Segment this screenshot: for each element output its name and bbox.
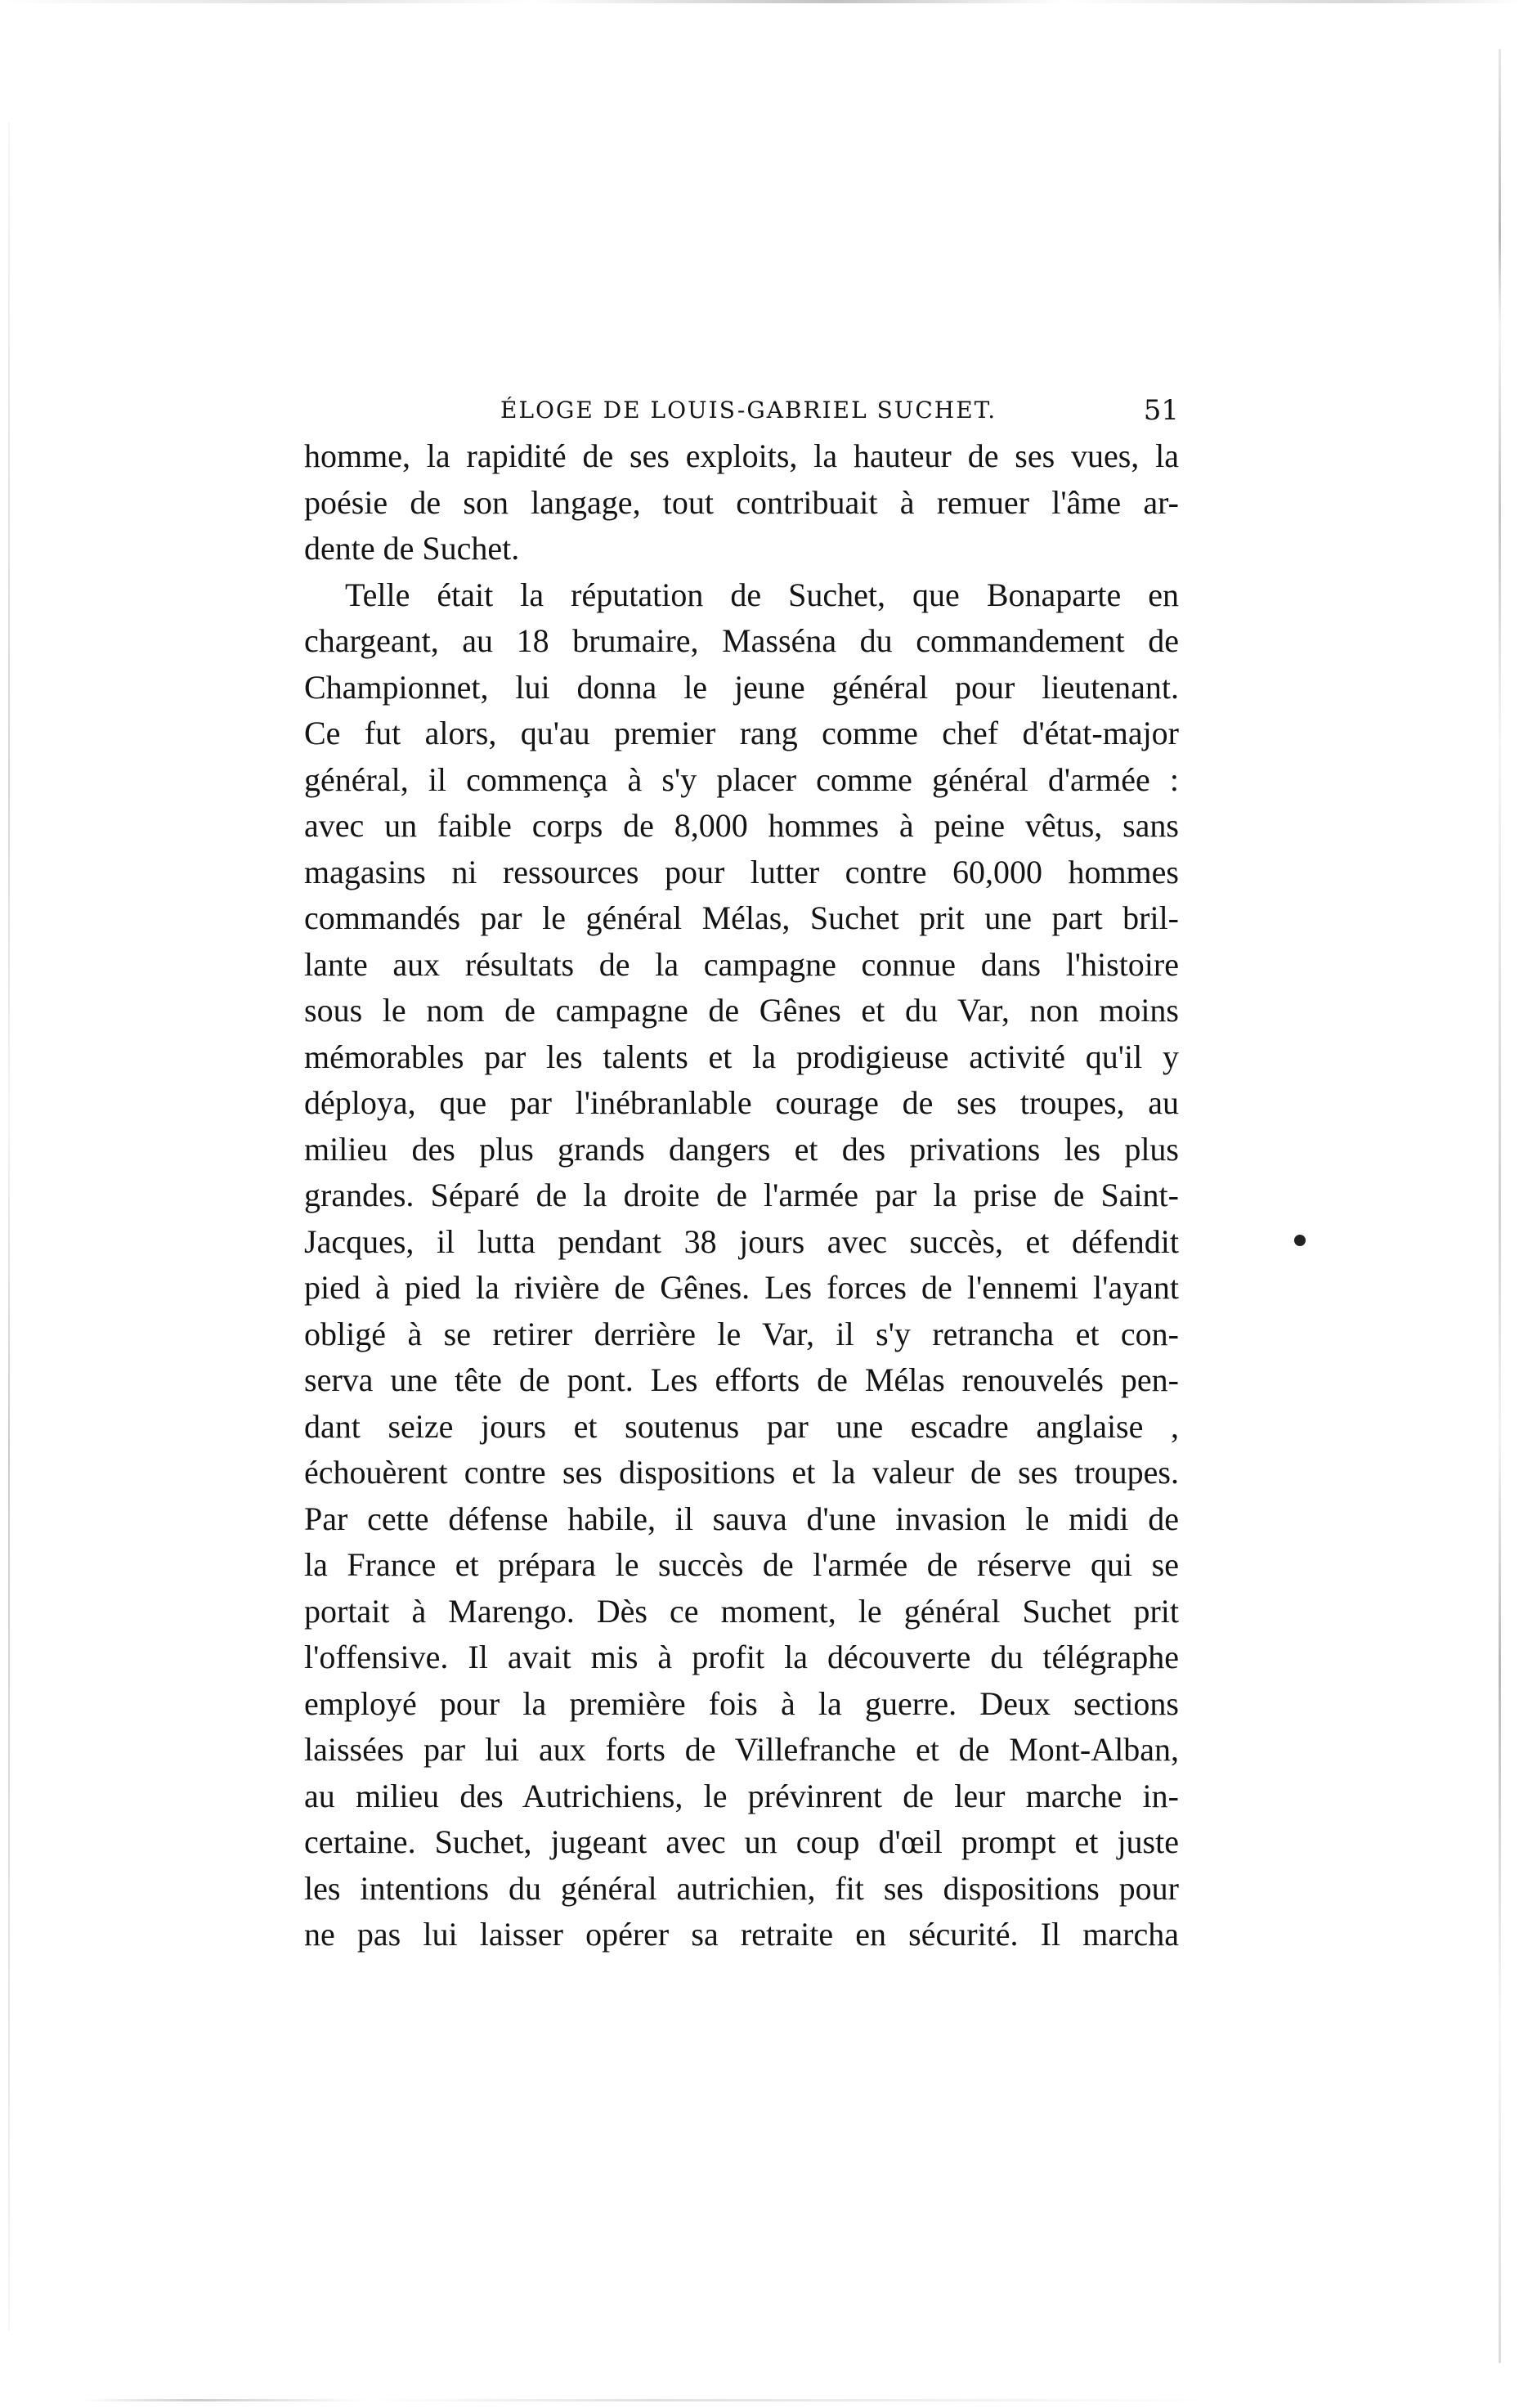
scan-edge-bottom — [82, 2399, 1226, 2401]
text-line: au milieu des Autrichiens, le prévinrent de leur marche in- — [304, 1777, 1179, 1814]
running-title: ÉLOGE DE LOUIS-GABRIEL SUCHET. — [500, 397, 997, 424]
text-line: général, il commença à s'y placer comme général d'armée : — [304, 760, 1179, 798]
scan-edge-top — [0, 0, 1519, 3]
text-line: les intentions du général autrichien, fit ses dispositions pour — [304, 1869, 1179, 1907]
text-line: Championnet, lui donna le jeune général pour lieutenant. — [304, 668, 1179, 706]
scan-edge-right — [1499, 49, 1501, 2363]
text-line: dente de Suchet. — [304, 530, 520, 567]
text-line: pied à pied la rivière de Gênes. Les forces de l'ennemi l'ayant — [304, 1269, 1179, 1306]
text-line: échouèrent contre ses dispositions et la valeur de ses troupes. — [304, 1454, 1179, 1491]
text-line: magasins ni ressources pour lutter contre 60,000 hommes — [304, 853, 1179, 890]
text-line: laissées par lui aux forts de Villefranche et de Mont-Alban, — [304, 1731, 1179, 1768]
text-line: dant seize jours et soutenus par une escadre anglaise , — [304, 1407, 1179, 1445]
text-line: ne pas lui laisser opérer sa retraite en sécurité. Il marcha — [304, 1916, 1179, 1953]
text-line: Telle était la réputation de Suchet, que Bonaparte en — [345, 576, 1179, 613]
text-line: déploya, que par l'inébranlable courage de ses troupes, au — [304, 1084, 1179, 1121]
text-line: Par cette défense habile, il sauva d'une invasion le midi de — [304, 1500, 1179, 1537]
text-line: grandes. Séparé de la droite de l'armée par la prise de Saint- — [304, 1177, 1179, 1213]
text-line: sous le nom de campagne de Gênes et du Var, non moins — [304, 992, 1179, 1029]
text-line: chargeant, au 18 brumaire, Masséna du commandement de — [304, 622, 1179, 659]
text-line: commandés par le général Mélas, Suchet prit une part bril- — [304, 899, 1179, 936]
text-line: mémorables par les talents et la prodigieuse activité qu'il y — [304, 1038, 1179, 1075]
text-line: serva une tête de pont. Les efforts de Mélas renouvelés pen- — [304, 1361, 1179, 1398]
text-line: Jacques, il lutta pendant 38 jours avec succès, et défendit — [304, 1222, 1179, 1260]
text-line: l'offensive. Il avait mis à profit la découverte du télégraphe — [304, 1639, 1179, 1675]
text-line: obligé à se retirer derrière le Var, il s'y retrancha et con- — [304, 1315, 1179, 1352]
ink-speck — [1294, 1235, 1306, 1246]
body-text — [304, 433, 1179, 1958]
text-line: certaine. Suchet, jugeant avec un coup d'œil prompt et juste — [304, 1823, 1179, 1860]
text-line: la France et prépara le succès de l'armée de réserve qui se — [304, 1546, 1179, 1583]
text-line: avec un faible corps de 8,000 hommes à peine vêtus, sans — [304, 807, 1179, 844]
scan-edge-left — [8, 123, 10, 2330]
text-line: poésie de son langage, tout contribuait à remuer l'âme ar- — [304, 483, 1179, 521]
text-line: homme, la rapidité de ses exploits, la hauteur de ses vues, la — [304, 437, 1179, 474]
page-header — [304, 391, 1179, 430]
text-line: milieu des plus grands dangers et des privations les plus — [304, 1130, 1179, 1168]
text-line: Ce fut alors, qu'au premier rang comme chef d'état-major — [304, 715, 1179, 751]
text-line: lante aux résultats de la campagne connue dans l'histoire — [304, 945, 1179, 983]
text-line: employé pour la première fois à la guerre. Deux sections — [304, 1684, 1179, 1722]
page-number: 51 — [1143, 394, 1179, 427]
text-line: portait à Marengo. Dès ce moment, le général Suchet prit — [304, 1592, 1179, 1630]
